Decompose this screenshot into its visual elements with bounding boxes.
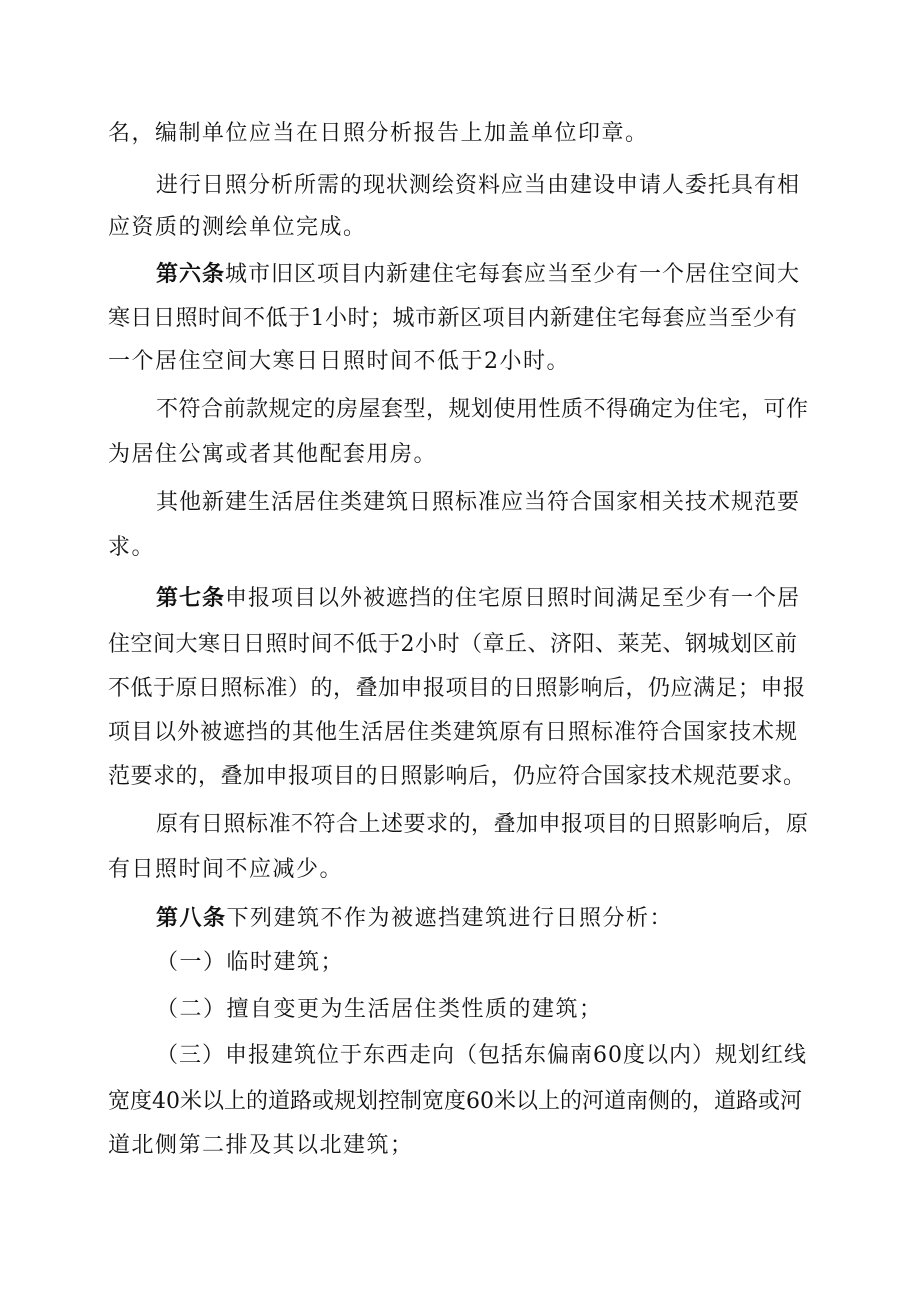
paragraph-text: 其他新建生活居住类建筑日照标准应当符合国家相关技术规范要: [156, 490, 801, 515]
paragraph-text: 一个居住空间大寒日日照时间不低于2小时。: [108, 349, 570, 374]
article-6-line: [0, 259, 920, 289]
paragraph-text: 为居住公寓或者其他配套用房。: [108, 442, 438, 467]
text-line: [0, 810, 920, 840]
paragraph-text: （二）擅自变更为生活居住类性质的建筑；: [156, 997, 603, 1022]
paragraph-text: 原有日照标准不符合上述要求的，叠加申报项目的日照影响后，原: [156, 812, 809, 837]
paragraph-text: （一）临时建筑；: [156, 950, 345, 975]
article-heading: 第六条: [156, 261, 226, 287]
list-item: [0, 1041, 920, 1071]
article-heading: 第七条: [156, 585, 226, 611]
text-line: [0, 488, 920, 518]
article-8-line: [0, 903, 920, 933]
text-line: [0, 347, 920, 377]
paragraph-text: 下列建筑不作为被遮挡建筑进行日照分析：: [226, 906, 674, 931]
text-line: [0, 533, 920, 563]
list-item: [0, 948, 920, 978]
paragraph-text: 寒日日照时间不低于1小时；城市新区项目内新建住宅每套应当至少有: [108, 306, 798, 331]
paragraph-text: 有日照时间不应减少。: [108, 857, 344, 882]
paragraph-text: 不符合前款规定的房屋套型，规划使用性质不得确定为住宅，可作: [156, 397, 809, 422]
paragraph-text: 应资质的测绘单位完成。: [108, 215, 367, 240]
text-line: [0, 1087, 920, 1117]
text-line: [0, 1131, 920, 1161]
list-item: [0, 995, 920, 1025]
text-line: [0, 630, 920, 660]
article-7-line: [0, 583, 920, 613]
text-line: [0, 855, 920, 885]
paragraph-text: 住空间大寒日日照时间不低于2小时（章丘、济阳、莱芜、钢城划区前: [108, 632, 798, 657]
paragraph-text: （三）申报建筑位于东西走向（包括东偏南60度以内）规划红线: [156, 1043, 807, 1068]
paragraph-text: 范要求的，叠加申报项目的日照影响后，仍应符合国家技术规范要求。: [108, 764, 806, 789]
paragraph-text: 项目以外被遮挡的其他生活居住类建筑原有日照标准符合国家技术规: [108, 720, 799, 745]
paragraph-text: 申报项目以外被遮挡的住宅原日照时间满足至少有一个居: [225, 586, 801, 611]
paragraph-text: 不低于原日照标准）的，叠加申报项目的日照影响后，仍应满足；申报: [108, 676, 806, 701]
text-line: [0, 674, 920, 704]
article-heading: 第八条: [156, 905, 227, 931]
text-line: [0, 171, 920, 201]
text-line: [0, 213, 920, 243]
text-line: [0, 440, 920, 470]
paragraph-text: 求。: [108, 535, 156, 560]
text-line: [0, 395, 920, 425]
text-line: [0, 762, 920, 792]
paragraph-text: 宽度40米以上的道路或规划控制宽度60米以上的河道南侧的，道路或河: [108, 1089, 802, 1114]
paragraph-text: 进行日照分析所需的现状测绘资料应当由建设申请人委托具有相: [156, 173, 801, 198]
paragraph-text: 道北侧第二排及其以北建筑；: [108, 1133, 414, 1158]
text-line: [0, 718, 920, 748]
text-line: [0, 304, 920, 334]
paragraph-text: 城市旧区项目内新建住宅每套应当至少有一个居住空间大: [225, 262, 801, 287]
text-line: [0, 119, 920, 149]
paragraph-text: 名，编制单位应当在日照分析报告上加盖单位印章。: [108, 121, 649, 146]
